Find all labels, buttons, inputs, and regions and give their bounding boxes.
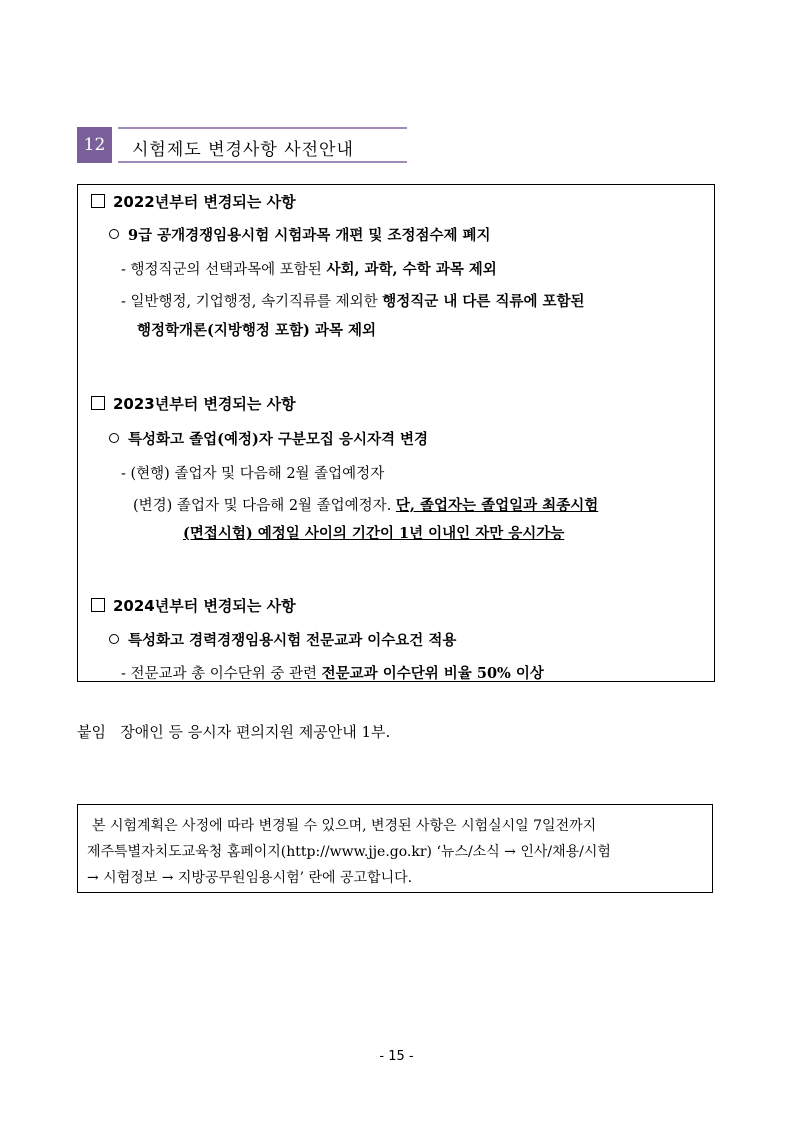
sub-2023-current: - (현행) 졸업자 및 다음해 2월 졸업예정자 (121, 466, 385, 482)
notice-box (77, 804, 713, 893)
section-number: 12 (77, 127, 112, 163)
sub-2022-2-cont: 행정학개론(지방행정 포함) 과목 제외 (137, 322, 376, 339)
item-2024: 특성화고 경력경쟁임용시험 전문교과 이수요건 적용 (109, 629, 456, 650)
sub-2023-changed-cont: (면접시험) 예정일 사이의 기간이 1년 이내인 자만 응시가능 (183, 525, 565, 542)
changes-box (77, 184, 715, 682)
heading-2022: 2022년부터 변경되는 사항 (91, 191, 296, 212)
sub-2023-changed: (변경) 졸업자 및 다음해 2월 졸업예정자. 단, 졸업자는 졸업일과 최종시험 (133, 497, 599, 514)
notice-line-2: 제주특별자치도교육청 홈페이지(http://www.jje.go.kr) ‘뉴스/소식 → 인사/채용/시험 (87, 844, 611, 860)
item-2022: 9급 공개경쟁임용시험 시험과목 개편 및 조정점수제 폐지 (109, 224, 491, 245)
square-bullet-icon (91, 598, 105, 612)
attachment-text: 장애인 등 응시자 편의지원 제공안내 1부. (120, 723, 391, 741)
notice-line-3: → 시험정보 → 지방공무원임용시험’ 란에 공고합니다. (87, 870, 413, 886)
section-title-bar (118, 127, 407, 163)
circle-bullet-icon (109, 433, 119, 443)
item-2023: 특성화고 졸업(예정)자 구분모집 응시자격 변경 (109, 428, 428, 449)
notice-line-1: 본 시험계획은 사정에 따라 변경될 수 있으며, 변경된 사항은 시험실시일 7일전까지 (92, 818, 597, 834)
square-bullet-icon (91, 194, 105, 208)
page-number: - 15 - (379, 1049, 414, 1064)
square-bullet-icon (91, 396, 105, 410)
circle-bullet-icon (109, 229, 119, 239)
heading-2023: 2023년부터 변경되는 사항 (91, 393, 296, 414)
sub-2022-1: - 행정직군의 선택과목에 포함된 사회, 과학, 수학 과목 제외 (121, 261, 497, 278)
section-title: 시험제도 변경사항 사전안내 (132, 140, 354, 160)
heading-2024: 2024년부터 변경되는 사항 (91, 595, 296, 616)
section-header (77, 127, 407, 163)
attachment-label: 붙임 (77, 723, 106, 741)
sub-2022-2: - 일반행정, 기업행정, 속기직류를 제외한 행정직군 내 다른 직류에 포함된 (121, 293, 585, 310)
sub-2024: - 전문교과 총 이수단위 중 관련 전문교과 이수단위 비율 50% 이상 (121, 665, 544, 682)
circle-bullet-icon (109, 634, 119, 644)
attachment-line (77, 721, 390, 742)
